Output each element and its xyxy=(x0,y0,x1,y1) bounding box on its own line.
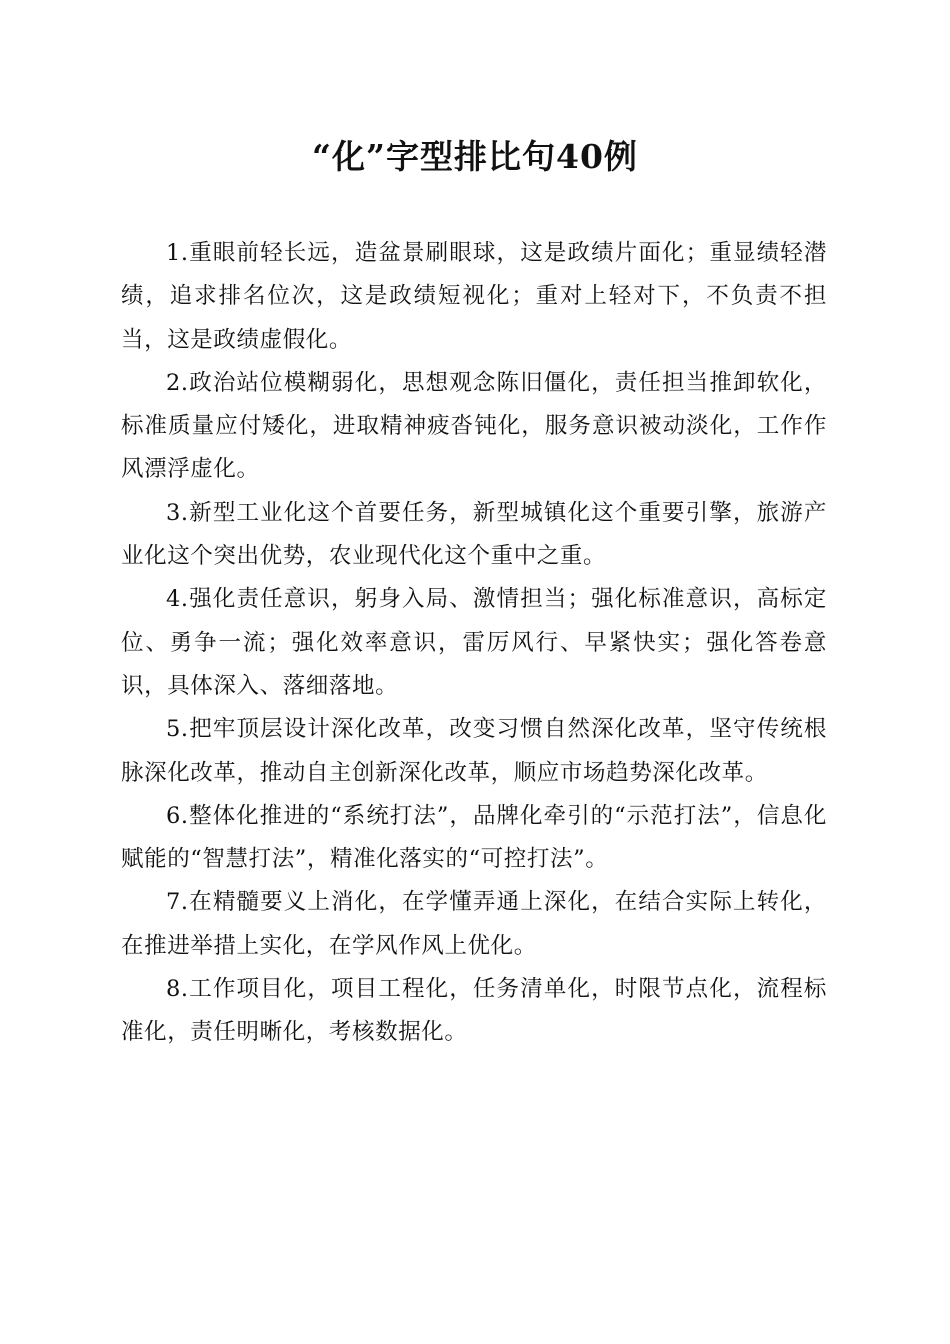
paragraph-1: 1.重眼前轻长远，造盆景刷眼球，这是政绩片面化；重显绩轻潜绩，追求排名位次，这是政绩短视化；重对上轻对下，不负责不担当，这是政绩虚假化。 xyxy=(121,240,827,353)
paragraph-7: 7.在精髓要义上消化，在学懂弄通上深化，在结合实际上转化，在推进举措上实化，在学风作风上优化。 xyxy=(121,889,827,959)
paragraph-4: 4.强化责任意识，躬身入局、激情担当；强化标准意识，高标定位、勇争一流；强化效率意识，雷厉风行、早紧快实；强化答卷意识，具体深入、落细落地。 xyxy=(121,586,827,699)
paragraph-3: 3.新型工业化这个首要任务，新型城镇化这个重要引擎，旅游产业化这个突出优势，农业现代化这个重中之重。 xyxy=(121,499,827,570)
document-title: “化”字型排比句40例 xyxy=(312,137,638,176)
document-body xyxy=(121,232,827,1055)
paragraph-2: 2.政治站位模糊弱化，思想观念陈旧僵化，责任担当推卸软化，标准质量应付矮化，进取精神疲沓钝化，服务意识被动淡化，工作作风漂浮虚化。 xyxy=(121,369,827,483)
paragraph-5: 5.把牢顶层设计深化改革，改变习惯自然深化改革，坚守传统根脉深化改革，推动自主创新深化改革，顺应市场趋势深化改革。 xyxy=(121,716,827,786)
paragraph-8: 8.工作项目化，项目工程化，任务清单化，时限节点化，流程标准化，责任明晰化，考核数据化。 xyxy=(121,976,827,1046)
paragraph-6: 6.整体化推进的“系统打法”，品牌化牵引的“示范打法”，信息化赋能的“智慧打法”，精准化落实的“可控打法”。 xyxy=(121,802,827,873)
